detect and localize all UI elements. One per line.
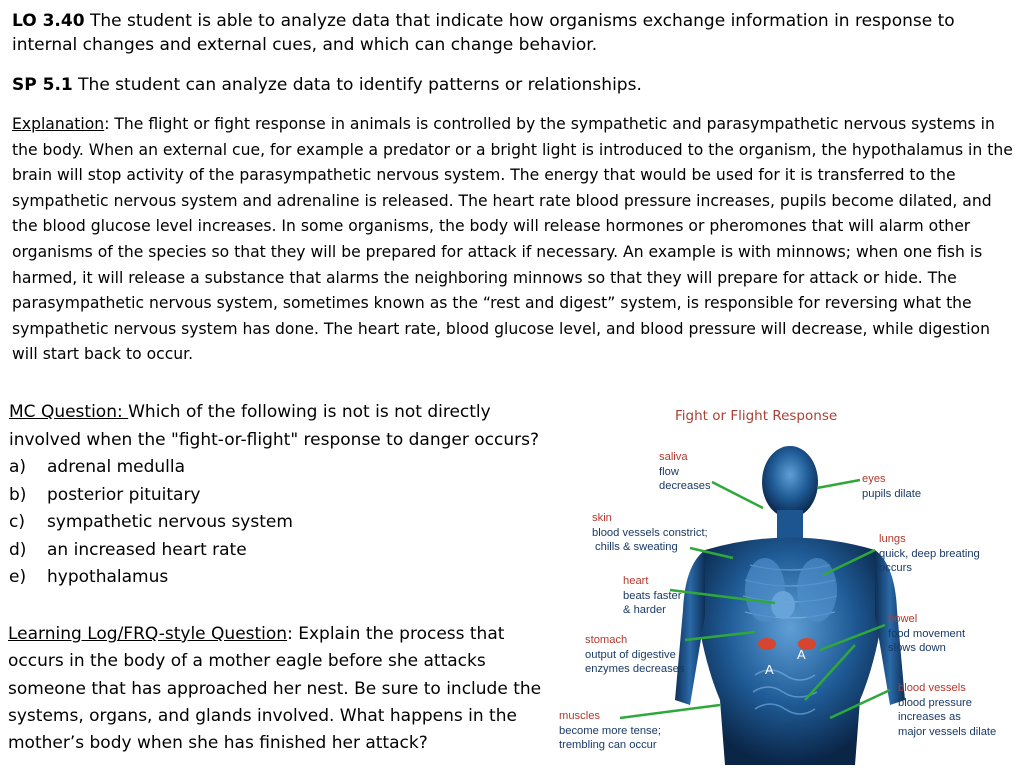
neck-shape — [777, 510, 803, 540]
option-letter: b) — [9, 484, 27, 505]
mc-option-b — [9, 482, 557, 510]
adrenal-mark-left: A — [765, 662, 774, 677]
mc-question-text: Which of the following is not is not directly involved when the "fight-or-flight" response to danger occurs? — [9, 402, 539, 450]
label-saliva-body: decreases — [659, 480, 711, 492]
label-blood-vessels-body: increases as — [898, 711, 961, 723]
option-letter: e) — [9, 567, 27, 587]
label-blood-vessels — [898, 681, 996, 739]
figure-title: Fight or Flight Response — [675, 408, 838, 424]
learning-objective — [12, 9, 1016, 57]
label-stomach-body: enzymes decreases — [585, 663, 685, 675]
label-saliva-body: flow — [659, 465, 679, 478]
mc-question-label: MC Question: — [9, 402, 129, 422]
option-letter: c) — [9, 512, 25, 532]
label-muscles-head: muscles — [559, 710, 601, 722]
option-letter: d) — [9, 539, 27, 560]
label-bowel-body: slows down — [888, 642, 946, 654]
label-lungs-body: quick, deep breating — [879, 547, 980, 560]
label-eyes — [862, 472, 921, 501]
label-skin-body: chills & sweating — [595, 541, 678, 553]
label-muscles — [559, 709, 661, 753]
label-skin — [592, 511, 708, 555]
head-shape — [762, 446, 818, 518]
label-heart — [623, 574, 681, 618]
mc-question-stem — [9, 399, 557, 454]
science-practice-code: SP 5.1 — [12, 75, 73, 95]
frq-question — [8, 621, 556, 757]
label-saliva — [659, 450, 711, 494]
label-saliva-head: saliva — [659, 451, 688, 463]
explanation-text: : The flight or fight response in animals is controlled by the sympathetic and parasympathetic nervous systems in the body. When an external cue, for example a predator or a bright light is introduced to the organism, the hypothalamus in the brain will stop activity of the parasympathetic nervous system. The energy that would be used for it is transferred to the sympathetic nervous system and adrenaline is released. The heart rate blood pressure increases, pupils become dilated, and the blood glucose level increases. In some organisms, the body will release hormones or pheromones that will alarm other organisms of the species so that they will be prepared for attack if necessary. An example is with minnows; when one fish is harmed, it will release a substance that alarms the neighboring minnows so that they will prepare for attack or hide. The parasympathetic nervous system, sometimes known as the “rest and digest” system, is responsible for reversing what the sympathetic nervous system has done. The heart rate, blood glucose level, and blood pressure will decrease, while digestion will start back to occur. — [12, 115, 1013, 364]
label-muscles-body: trembling can occur — [559, 739, 657, 751]
label-blood-vessels-body: major vessels dilate — [898, 725, 997, 738]
label-lungs-body: occurs — [879, 562, 912, 574]
mc-option-d — [9, 537, 557, 565]
option-text: sympathetic nervous system — [47, 512, 293, 532]
mc-option-a — [9, 454, 557, 482]
label-heart-body: & harder — [623, 604, 666, 616]
explanation-label: Explanation — [12, 115, 105, 133]
label-skin-head: skin — [592, 512, 612, 524]
mc-option-c — [9, 509, 557, 537]
label-stomach — [585, 633, 685, 677]
label-lungs-head: lungs — [879, 533, 906, 545]
label-muscles-body: become more tense; — [559, 724, 661, 737]
adrenal-mark-right: A — [797, 647, 806, 662]
option-letter: a) — [9, 457, 27, 477]
label-blood-vessels-head: blood vessels — [898, 682, 966, 694]
adrenal-gland-left — [758, 638, 776, 650]
label-heart-head: heart — [623, 575, 649, 587]
option-text: hypothalamus — [47, 567, 169, 587]
mc-question — [9, 399, 557, 592]
label-stomach-head: stomach — [585, 634, 628, 646]
option-text: posterior pituitary — [47, 484, 201, 505]
label-skin-body: blood vessels constrict; — [592, 526, 708, 539]
explanation-paragraph — [12, 112, 1014, 368]
science-practice — [12, 73, 1012, 97]
label-stomach-body: output of digestive — [585, 648, 676, 661]
label-blood-vessels-body: blood pressure — [898, 696, 973, 709]
learning-objective-code: LO 3.40 — [12, 11, 85, 31]
mc-option-e — [9, 564, 557, 592]
option-text: an increased heart rate — [47, 539, 247, 560]
fight-or-flight-diagram — [555, 400, 1020, 765]
lungs-shape-right — [797, 558, 837, 622]
mc-options-list — [9, 454, 557, 592]
science-practice-text: The student can analyze data to identify patterns or relationships. — [72, 75, 642, 95]
heart-shape — [771, 591, 795, 619]
label-heart-body: beats faster — [623, 589, 682, 602]
label-bowel — [888, 612, 965, 656]
learning-objective-text: The student is able to analyze data that indicate how organisms exchange information in response to internal changes and external cues, and which can change behavior. — [12, 11, 955, 55]
option-text: adrenal medulla — [47, 457, 186, 477]
label-eyes-head: eyes — [862, 473, 886, 485]
label-bowel-head: bowel — [888, 613, 918, 625]
label-lungs — [879, 532, 980, 576]
frq-text: : Explain the process that occurs in the body of a mother eagle before she attacks someone that has approached her nest. Be sure to include the systems, organs, and glands involved. What happens in the mother’s body when she has finished her attack? — [8, 624, 542, 754]
frq-label: Learning Log/FRQ-style Question — [8, 624, 288, 644]
label-bowel-body: food movement — [888, 627, 966, 640]
label-eyes-body: pupils dilate — [862, 487, 922, 500]
torso-shape — [695, 538, 885, 766]
